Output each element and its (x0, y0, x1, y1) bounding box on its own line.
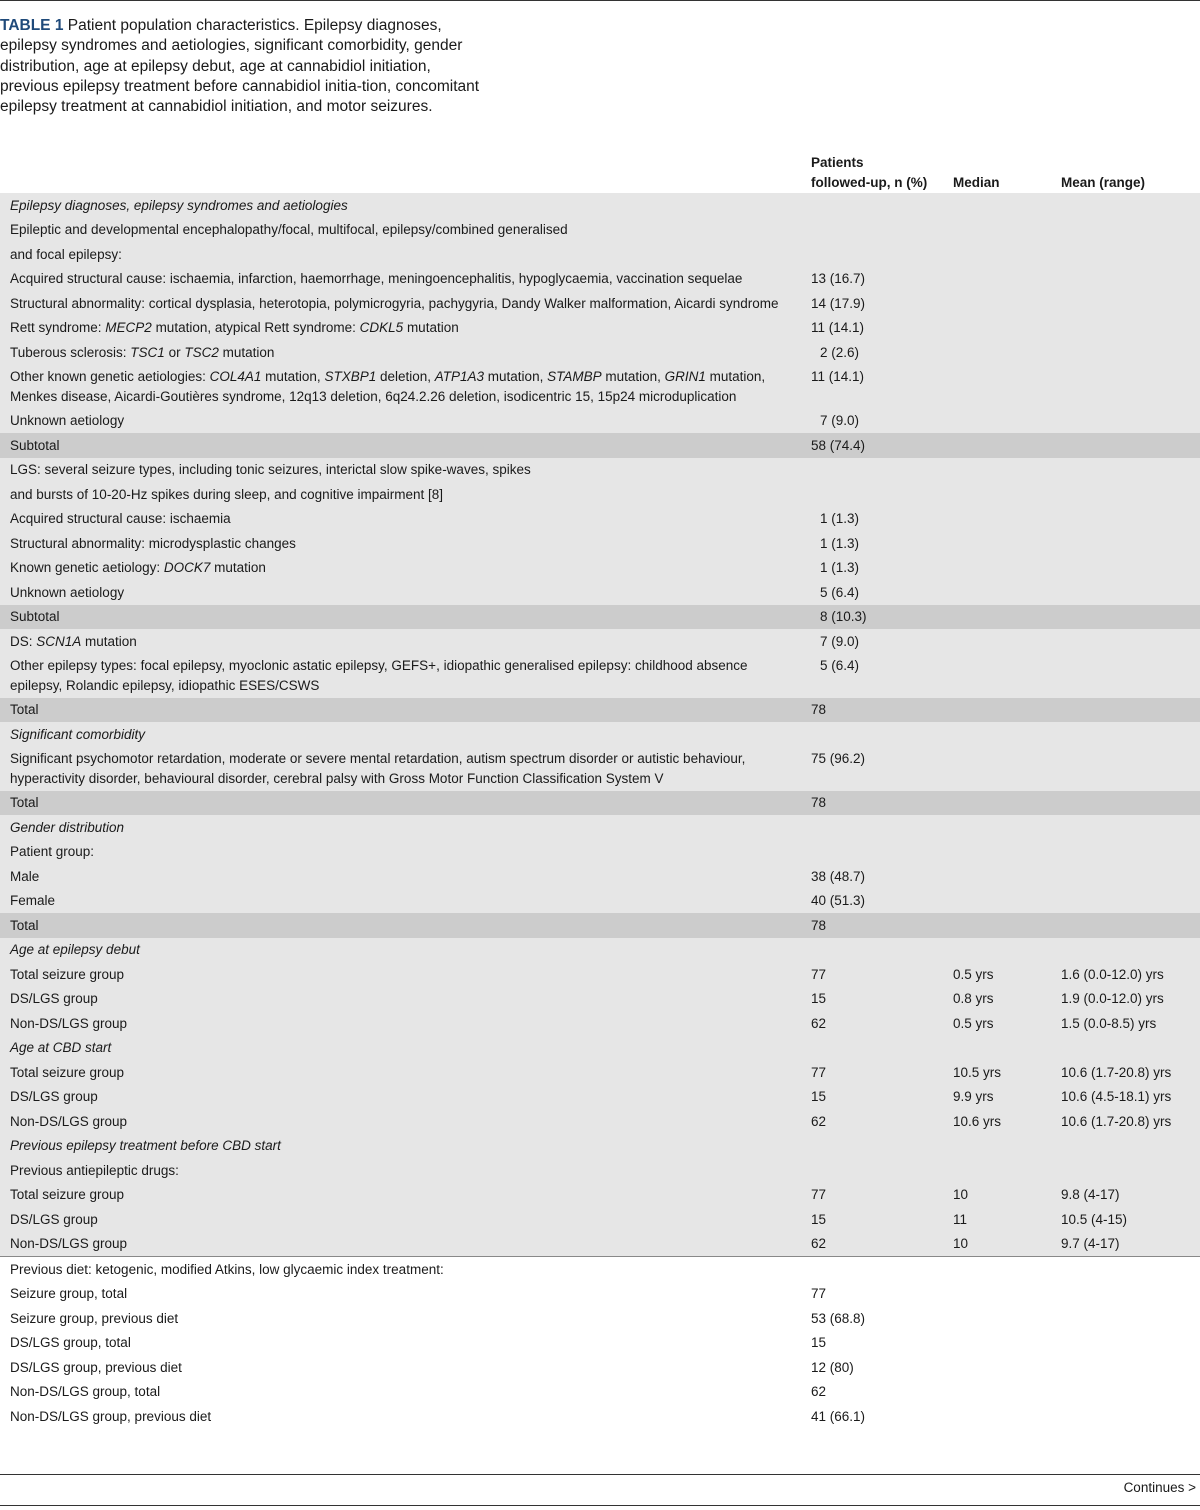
row-median (943, 507, 1051, 532)
row-n (801, 815, 943, 840)
row-mean (1051, 267, 1200, 292)
row-mean: 1.5 (0.0-8.5) yrs (1061, 1015, 1157, 1031)
table-body (0, 193, 1200, 1429)
row-label: DS/LGS group, previous diet (10, 1359, 182, 1375)
table-row (0, 556, 1200, 581)
row-label (0, 365, 801, 409)
row-n (801, 840, 943, 865)
row-n: 77 (811, 1187, 827, 1202)
label-text: or (164, 344, 185, 360)
row-n: 1 (1.3) (820, 511, 860, 526)
row-median (943, 629, 1051, 654)
row-label: Non-DS/LGS group (10, 1015, 128, 1031)
label-text: DS: (10, 633, 37, 649)
row-mean (1051, 340, 1200, 365)
footer-rule (0, 1505, 1200, 1506)
continues-label: Continues > (1123, 1480, 1196, 1495)
row-label: Subtotal (10, 609, 60, 624)
row-mean (1051, 458, 1200, 483)
table-row (0, 1036, 1200, 1061)
row-mean (1051, 791, 1200, 816)
row-mean (1051, 629, 1200, 654)
row-median (943, 1380, 1051, 1405)
row-mean: 10.6 (4.5-18.1) yrs (1061, 1089, 1172, 1104)
row-mean (1051, 747, 1200, 791)
row-n: 11 (14.1) (811, 320, 865, 335)
row-mean (1051, 913, 1200, 938)
gene-name: DOCK7 (163, 560, 211, 575)
table-row (0, 531, 1200, 556)
row-median (943, 365, 1051, 409)
row-mean (1051, 409, 1200, 434)
row-mean (1051, 1380, 1200, 1405)
row-n: 78 (811, 917, 827, 933)
row-mean: 1.6 (0.0-12.0) yrs (1061, 966, 1164, 982)
row-label: Total (10, 795, 39, 810)
table-row (0, 433, 1200, 458)
row-mean (1051, 433, 1200, 458)
label-text: mutation (210, 560, 266, 575)
table-row (0, 1355, 1200, 1380)
row-n: 5 (6.4) (820, 658, 860, 673)
label-text: mutation (403, 320, 459, 335)
row-n: 38 (48.7) (811, 868, 866, 884)
row-mean: 9.8 (4-17) (1061, 1187, 1120, 1202)
row-n: 7 (9.0) (820, 413, 860, 428)
label-text: Other known genetic aetiologies: (10, 369, 210, 384)
row-n (801, 193, 943, 218)
row-median (943, 791, 1051, 816)
row-mean (1051, 840, 1200, 865)
row-n (801, 1257, 943, 1282)
row-mean (1051, 242, 1200, 267)
table-row (0, 1011, 1200, 1036)
row-median (943, 242, 1051, 267)
row-label: Subtotal (10, 437, 60, 453)
gene-name: TSC2 (184, 344, 219, 360)
table-row (0, 1085, 1200, 1110)
label-text: mutation, (261, 369, 325, 384)
row-median (943, 458, 1051, 483)
gene-name: STAMBP (547, 369, 602, 384)
table-row (0, 340, 1200, 365)
row-label: Seizure group, total (10, 1286, 128, 1301)
row-n: 78 (811, 795, 827, 810)
row-mean (1051, 889, 1200, 914)
table-row (0, 938, 1200, 963)
row-mean (1051, 1355, 1200, 1380)
row-label: DS/LGS group, total (10, 1335, 131, 1350)
table-row (0, 1404, 1200, 1429)
row-mean: 10.6 (1.7-20.8) yrs (1061, 1113, 1172, 1129)
table-header (0, 152, 1200, 193)
row-median: 10.5 yrs (953, 1064, 1002, 1080)
row-label: Gender distribution (10, 819, 125, 835)
header-patients-line2: followed-up, n (%) (811, 175, 928, 190)
row-label: Total seizure group (10, 1187, 125, 1202)
row-n (801, 1158, 943, 1183)
row-label: Age at epilepsy debut (10, 942, 140, 957)
row-mean: 10.6 (1.7-20.8) yrs (1061, 1064, 1172, 1080)
row-median: 0.5 yrs (953, 1015, 994, 1031)
row-label: Patient group: (10, 844, 95, 859)
row-label (0, 629, 801, 654)
row-n (801, 1036, 943, 1061)
row-label: Non-DS/LGS group (10, 1113, 128, 1129)
row-median (943, 698, 1051, 723)
row-mean (1051, 864, 1200, 889)
table-label: TABLE 1 (0, 17, 64, 34)
row-label: Non-DS/LGS group (10, 1236, 128, 1251)
gene-name: CDKL5 (359, 320, 404, 335)
row-label: Acquired structural cause: ischaemia, infarction, haemorrhage, meningoencephalitis, hypoglycaemia, vaccination sequelae (10, 271, 743, 286)
row-median (943, 913, 1051, 938)
row-n (801, 722, 943, 747)
row-mean (1051, 580, 1200, 605)
row-median (943, 722, 1051, 747)
table-row (0, 409, 1200, 434)
row-median (943, 1331, 1051, 1356)
row-mean (1051, 1036, 1200, 1061)
row-label: Seizure group, previous diet (10, 1310, 179, 1326)
label-text: mutation (81, 633, 137, 649)
label-text: Known genetic aetiology: (10, 560, 164, 575)
row-mean (1051, 605, 1200, 630)
row-label: Non-DS/LGS group, previous diet (10, 1408, 212, 1424)
row-median: 10 (953, 1236, 969, 1251)
table-row (0, 1134, 1200, 1159)
row-label: Previous antiepileptic drugs: (10, 1162, 179, 1178)
row-mean (1051, 365, 1200, 409)
row-label: Total (10, 917, 39, 933)
table-row (0, 218, 1200, 243)
table-row (0, 791, 1200, 816)
row-median (943, 1282, 1051, 1307)
row-median (943, 340, 1051, 365)
row-mean (1051, 698, 1200, 723)
row-mean (1051, 531, 1200, 556)
row-median: 0.8 yrs (953, 991, 994, 1006)
row-n: 62 (811, 1113, 827, 1129)
row-n (801, 242, 943, 267)
row-n: 77 (811, 1286, 827, 1301)
table-row (0, 629, 1200, 654)
gene-name: STXBP1 (324, 369, 377, 384)
table-row (0, 962, 1200, 987)
label-text: mutation, (484, 369, 548, 384)
row-label: and focal epilepsy: (10, 246, 122, 262)
bottom-rule (0, 1474, 1200, 1475)
row-label: Age at CBD start (10, 1040, 112, 1055)
row-mean (1051, 556, 1200, 581)
row-n: 62 (811, 1015, 827, 1031)
table-row (0, 1380, 1200, 1405)
label-text: deletion, (376, 369, 435, 384)
row-n: 75 (96.2) (811, 751, 866, 766)
row-n: 53 (68.8) (811, 1310, 866, 1326)
row-label: DS/LGS group (10, 991, 98, 1006)
row-median (943, 605, 1051, 630)
table-row (0, 580, 1200, 605)
table-row (0, 242, 1200, 267)
table-row (0, 722, 1200, 747)
row-median (943, 218, 1051, 243)
label-text: Rett syndrome: (10, 320, 106, 335)
row-mean (1051, 1257, 1200, 1282)
row-median: 0.5 yrs (953, 966, 994, 982)
table-row (0, 482, 1200, 507)
table-row (0, 864, 1200, 889)
row-median (943, 840, 1051, 865)
row-median (943, 1355, 1051, 1380)
table-row (0, 1256, 1200, 1282)
row-mean (1051, 291, 1200, 316)
table-row (0, 291, 1200, 316)
row-n: 77 (811, 966, 827, 982)
row-n: 5 (6.4) (820, 584, 860, 600)
top-rule (0, 0, 1200, 1)
row-n: 15 (811, 1089, 827, 1104)
table-row (0, 840, 1200, 865)
header-median: Median (953, 175, 1000, 190)
row-n: 13 (16.7) (811, 271, 866, 286)
table-row (0, 365, 1200, 409)
row-label: DS/LGS group (10, 1211, 98, 1227)
row-mean (1051, 316, 1200, 341)
row-n: 15 (811, 1335, 827, 1350)
row-n: 78 (811, 702, 827, 717)
row-mean (1051, 722, 1200, 747)
row-median (943, 815, 1051, 840)
row-mean (1051, 1134, 1200, 1159)
row-median (943, 747, 1051, 791)
table-row (0, 698, 1200, 723)
table-row (0, 747, 1200, 791)
row-median (943, 316, 1051, 341)
table-row (0, 654, 1200, 698)
row-label: Structural abnormality: cortical dysplasia, heterotopia, polymicrogyria, pachygyria, Dandy Walker malformation, Aicardi syndrome (10, 295, 779, 311)
table-row (0, 1282, 1200, 1307)
row-mean (1051, 654, 1200, 698)
row-label: Significant psychomotor retardation, moderate or severe mental retardation, autism spectrum disorder or autistic behaviour, hyperactivity disorder, behavioural disorder, cerebral palsy with Gross Motor Function Classification System V (10, 751, 746, 786)
row-median (943, 556, 1051, 581)
row-median (943, 291, 1051, 316)
row-mean: 10.5 (4-15) (1061, 1211, 1128, 1227)
row-n: 1 (1.3) (820, 535, 860, 551)
row-n: 2 (2.6) (820, 344, 860, 360)
label-text: mutation, atypical Rett syndrome: (151, 320, 360, 335)
row-mean: 9.7 (4-17) (1061, 1236, 1120, 1251)
row-median (943, 267, 1051, 292)
row-label: Epileptic and developmental encephalopathy/focal, multifocal, epilepsy/combined generalised (10, 222, 568, 237)
row-n: 8 (10.3) (820, 609, 867, 624)
row-mean (1051, 1306, 1200, 1331)
row-label: and bursts of 10-20-Hz spikes during sleep, and cognitive impairment [8] (10, 486, 443, 502)
header-mean: Mean (range) (1061, 175, 1146, 190)
gene-name: GRIN1 (664, 369, 706, 384)
row-n: 58 (74.4) (811, 437, 866, 453)
label-text: mutation, (601, 369, 665, 384)
row-n: 15 (811, 1211, 827, 1227)
row-label: Acquired structural cause: ischaemia (10, 511, 231, 526)
table-row (0, 889, 1200, 914)
row-median: 11 (953, 1211, 968, 1227)
row-median: 10 (953, 1187, 969, 1202)
row-label: DS/LGS group (10, 1089, 98, 1104)
row-median (943, 433, 1051, 458)
row-n: 40 (51.3) (811, 893, 866, 908)
row-mean (1051, 193, 1200, 218)
row-label: Previous diet: ketogenic, modified Atkins, low glycaemic index treatment: (10, 1261, 444, 1277)
row-mean (1051, 482, 1200, 507)
row-label (0, 316, 801, 341)
row-mean (1051, 1158, 1200, 1183)
row-mean (1051, 1404, 1200, 1429)
row-median (943, 864, 1051, 889)
row-label (0, 340, 801, 365)
row-n (801, 1134, 943, 1159)
row-median (943, 889, 1051, 914)
row-label: Total seizure group (10, 966, 125, 982)
row-median (943, 1036, 1051, 1061)
row-label: Non-DS/LGS group, total (10, 1384, 161, 1399)
table-row (0, 507, 1200, 532)
table-row (0, 1331, 1200, 1356)
gene-name: ATP1A3 (434, 369, 485, 384)
row-median (943, 938, 1051, 963)
table-row (0, 1158, 1200, 1183)
row-n: 1 (1.3) (820, 560, 860, 575)
row-mean (1051, 507, 1200, 532)
table-row (0, 1232, 1200, 1257)
table-row (0, 913, 1200, 938)
row-mean (1051, 815, 1200, 840)
table-row (0, 267, 1200, 292)
row-n: 62 (811, 1384, 827, 1399)
row-median (943, 409, 1051, 434)
row-median (943, 580, 1051, 605)
row-median (943, 482, 1051, 507)
row-mean (1051, 938, 1200, 963)
label-text: mutation (218, 344, 275, 360)
row-n (801, 218, 943, 243)
row-n: 7 (9.0) (820, 633, 860, 649)
table-row (0, 815, 1200, 840)
table-row (0, 1109, 1200, 1134)
header-patients-line1: Patients (811, 155, 864, 170)
row-median: 10.6 yrs (953, 1113, 1002, 1129)
table-row (0, 1183, 1200, 1208)
row-median (943, 1158, 1051, 1183)
row-n: 62 (811, 1236, 827, 1251)
row-label: Male (10, 868, 40, 884)
table-row (0, 1207, 1200, 1232)
row-median (943, 654, 1051, 698)
row-label: Significant comorbidity (10, 726, 146, 742)
row-median: 9.9 yrs (953, 1089, 994, 1104)
row-median (943, 1257, 1051, 1282)
row-mean (1051, 1331, 1200, 1356)
row-n: 11 (14.1) (811, 369, 865, 384)
row-label: Total seizure group (10, 1064, 125, 1080)
row-label: LGS: several seizure types, including tonic seizures, interictal slow spike-waves, spikes (10, 462, 531, 477)
row-label: Female (10, 893, 56, 908)
row-mean (1051, 1282, 1200, 1307)
row-n: 15 (811, 991, 827, 1006)
label-text: mutation, Menkes disease, Aicardi-Goutières syndrome, 12q13 deletion, 6q24.2.26 deletion, isodicentric 15, 15p24 microduplication (10, 369, 766, 404)
row-label: Previous epilepsy treatment before CBD start (10, 1138, 281, 1153)
row-label: Unknown aetiology (10, 413, 125, 428)
row-mean (1051, 218, 1200, 243)
table-row (0, 458, 1200, 483)
row-mean: 1.9 (0.0-12.0) yrs (1061, 991, 1164, 1006)
table-caption (0, 16, 490, 117)
table-row (0, 1306, 1200, 1331)
caption-text: Patient population characteristics. Epilepsy diagnoses, epilepsy syndromes and aetiologies, significant comorbidity, gender distribution, age at epilepsy debut, age at cannabidiol initiation, previous epilepsy treatment before cannabidiol initia-tion, concomitant epilepsy treatment at cannabidiol initiation, and motor seizures. (0, 17, 480, 116)
gene-name: SCN1A (36, 633, 82, 649)
label-text: Tuberous sclerosis: (10, 344, 131, 360)
table-row (0, 987, 1200, 1012)
table-row (0, 193, 1200, 218)
row-n: 77 (811, 1064, 827, 1080)
row-label: Other epilepsy types: focal epilepsy, myoclonic astatic epilepsy, GEFS+, idiopathic generalised epilepsy: childhood absence epilepsy, Rolandic epilepsy, idiopathic ESES/CSWS (10, 658, 748, 693)
row-label: Unknown aetiology (10, 584, 125, 600)
row-n (801, 938, 943, 963)
row-median (943, 531, 1051, 556)
row-n: 41 (66.1) (811, 1408, 866, 1424)
header-patients (811, 153, 927, 193)
gene-name: COL4A1 (209, 369, 262, 384)
table-row (0, 605, 1200, 630)
table-row (0, 316, 1200, 341)
row-n (801, 458, 943, 483)
gene-name: TSC1 (130, 344, 165, 360)
row-n: 12 (80) (811, 1359, 854, 1375)
table-row (0, 1060, 1200, 1085)
row-n: 14 (17.9) (811, 295, 866, 311)
row-label: Total (10, 702, 39, 717)
row-median (943, 1404, 1051, 1429)
row-label (0, 556, 801, 581)
row-median (943, 193, 1051, 218)
row-median (943, 1134, 1051, 1159)
gene-name: MECP2 (105, 320, 152, 335)
row-median (943, 1306, 1051, 1331)
row-label: Epilepsy diagnoses, epilepsy syndromes and aetiologies (10, 197, 348, 213)
row-label: Structural abnormality: microdysplastic changes (10, 535, 296, 551)
row-n (801, 482, 943, 507)
